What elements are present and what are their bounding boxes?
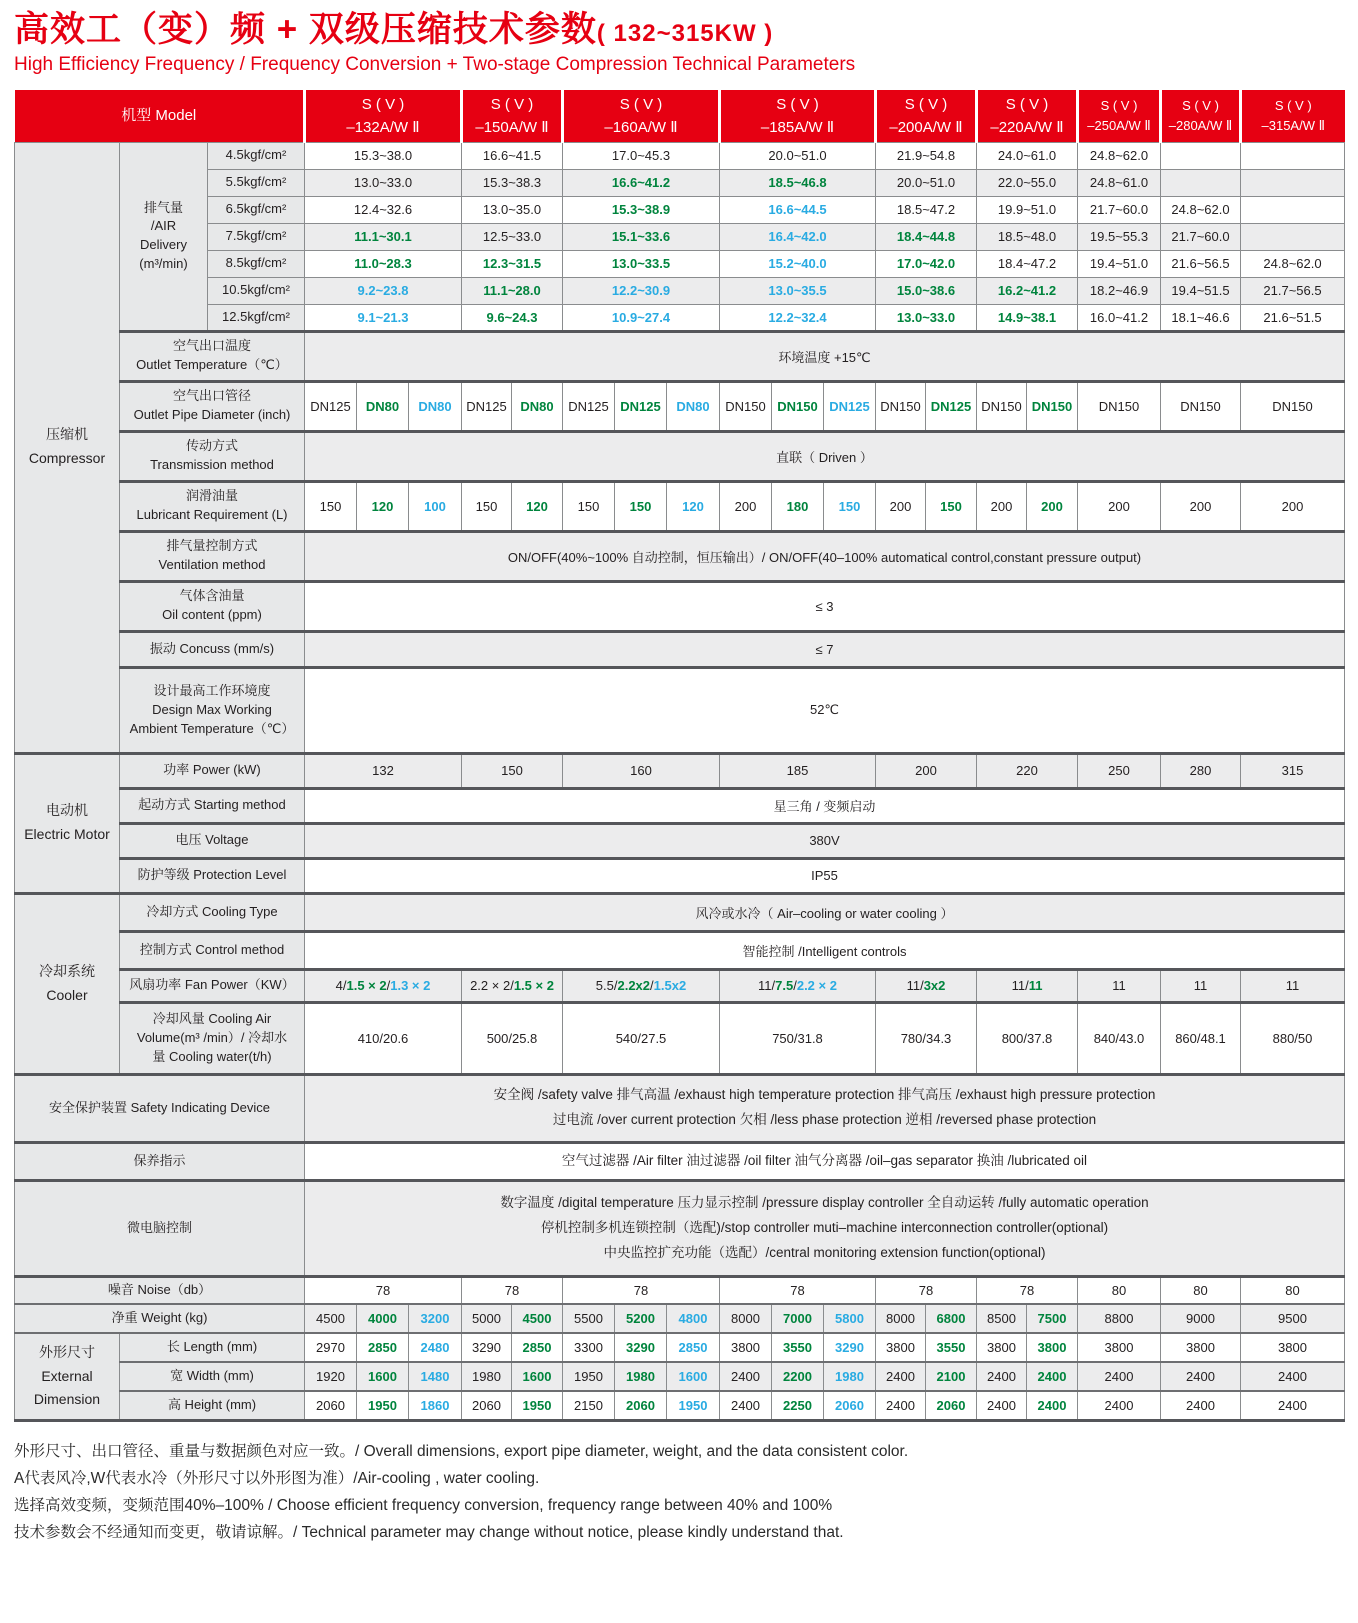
value-cell: 18.5~46.8 <box>720 169 876 196</box>
model-header-cell: S ( V ) –250A/W Ⅱ <box>1078 90 1161 142</box>
value-cell: DN125 <box>305 381 357 431</box>
value-cell: 8500 <box>977 1304 1027 1333</box>
value-cell: 2850 <box>667 1333 720 1362</box>
value-cell: 2480 <box>409 1333 462 1362</box>
value-cell: 185 <box>720 753 876 788</box>
value-cell: 3290 <box>824 1333 876 1362</box>
model-header-cell: S ( V ) –200A/W Ⅱ <box>876 90 977 142</box>
value-cell: 1950 <box>667 1391 720 1420</box>
value-cell: 18.5~47.2 <box>876 196 977 223</box>
value-cell: 9000 <box>1161 1304 1241 1333</box>
value-cell: 18.4~44.8 <box>876 223 977 250</box>
value-cell: 3290 <box>615 1333 667 1362</box>
value-cell: 11 <box>1078 969 1161 1002</box>
value-cell: 2060 <box>305 1391 357 1420</box>
value-cell: 410/20.6 <box>305 1002 462 1074</box>
value-cell: 15.1~33.6 <box>563 223 720 250</box>
value-cell: 2100 <box>926 1362 977 1391</box>
value-cell: 1600 <box>512 1362 563 1391</box>
value-cell: 2400 <box>1027 1391 1078 1420</box>
value-cell: 1600 <box>357 1362 409 1391</box>
value-cell: 150 <box>926 481 977 531</box>
value-cell: 2060 <box>462 1391 512 1420</box>
footer-notes <box>14 1438 1344 1547</box>
value-cell: 3800 <box>1027 1333 1078 1362</box>
value-cell: 19.5~55.3 <box>1078 223 1161 250</box>
value-cell: 200 <box>876 481 926 531</box>
value-cell: 9500 <box>1241 1304 1345 1333</box>
value-cell: 18.1~46.6 <box>1161 304 1241 331</box>
model-header-cell: S ( V ) –160A/W Ⅱ <box>563 90 720 142</box>
value-cell: DN150 <box>1161 381 1241 431</box>
value-cell: 11.0~28.3 <box>305 250 462 277</box>
value-cell: DN150 <box>720 381 772 431</box>
row-label: 净重 Weight (kg) <box>15 1304 305 1333</box>
value-cell: DN125 <box>563 381 615 431</box>
value-cell: 2400 <box>720 1362 772 1391</box>
value-cell: 24.8~61.0 <box>1078 169 1161 196</box>
value-cell: 4000 <box>357 1304 409 1333</box>
span-value-cell: 380V <box>305 823 1345 858</box>
value-cell: 13.0~35.0 <box>462 196 563 223</box>
group-label-compressor: 压缩机 Compressor <box>15 142 120 753</box>
model-header-cell: S ( V ) –132A/W Ⅱ <box>305 90 462 142</box>
value-cell: 21.9~54.8 <box>876 142 977 169</box>
value-cell: 19.4~51.0 <box>1078 250 1161 277</box>
value-cell: 16.4~42.0 <box>720 223 876 250</box>
page-subtitle: High Efficiency Frequency / Frequency Conversion + Two-stage Compression Technical Parameters <box>14 54 856 76</box>
value-cell: 3800 <box>876 1333 926 1362</box>
value-cell: 19.4~51.5 <box>1161 277 1241 304</box>
row-label: 传动方式 Transmission method <box>120 431 305 481</box>
value-cell: 80 <box>1241 1276 1345 1304</box>
span-value-cell: 星三角 / 变频启动 <box>305 788 1345 823</box>
value-cell: 5200 <box>615 1304 667 1333</box>
value-cell: 11/7.5/2.2 × 2 <box>720 969 876 1002</box>
value-cell: 500/25.8 <box>462 1002 563 1074</box>
row-label: 润滑油量 Lubricant Requirement (L) <box>120 481 305 531</box>
value-cell: 19.9~51.0 <box>977 196 1078 223</box>
value-cell: 8000 <box>876 1304 926 1333</box>
value-cell: 780/34.3 <box>876 1002 977 1074</box>
span-value-cell: IP55 <box>305 858 1345 893</box>
value-cell: 1980 <box>462 1362 512 1391</box>
value-cell: 200 <box>1078 481 1161 531</box>
row-label: 风扇功率 Fan Power（KW） <box>120 969 305 1002</box>
row-label: 安全保护装置 Safety Indicating Device <box>15 1074 305 1142</box>
value-cell: DN80 <box>512 381 563 431</box>
value-cell: 78 <box>563 1276 720 1304</box>
page-title-zh: 高效工（变）频 + 双级压缩技术参数 <box>14 10 597 49</box>
pressure-label: 12.5kgf/cm² <box>208 304 305 331</box>
footer-note: 外形尺寸、出口管径、重量与数据颜色对应一致。/ Overall dimensions, export pipe diameter, weight, and the data consistent color. <box>14 1442 909 1460</box>
group-label-dimension: 外形尺寸 External Dimension <box>15 1333 120 1420</box>
value-cell: 20.0~51.0 <box>720 142 876 169</box>
value-cell: 200 <box>1027 481 1078 531</box>
value-cell: 1920 <box>305 1362 357 1391</box>
value-cell: 132 <box>305 753 462 788</box>
value-cell: 8000 <box>720 1304 772 1333</box>
value-cell: 150 <box>462 481 512 531</box>
value-cell: 11.1~30.1 <box>305 223 462 250</box>
value-cell: 78 <box>720 1276 876 1304</box>
value-cell: 16.6~44.5 <box>720 196 876 223</box>
value-cell: 5800 <box>824 1304 876 1333</box>
value-cell: 2200 <box>772 1362 824 1391</box>
value-cell: 150 <box>615 481 667 531</box>
span-value-cell: 安全阀 /safety valve 排气高温 /exhaust high temperature protection 排气高压 /exhaust high pressure protection 过电流 /over current protection 欠相 /less phase protection 逆相 /reversed phase protection <box>305 1074 1345 1142</box>
span-value-cell: ON/OFF(40%~100% 自动控制，恒压输出）/ ON/OFF(40–100% automatical control,constant pressure output) <box>305 531 1345 581</box>
value-cell: DN150 <box>772 381 824 431</box>
value-cell: 750/31.8 <box>720 1002 876 1074</box>
row-label: 宽 Width (mm) <box>120 1362 305 1391</box>
value-cell: 12.4~32.6 <box>305 196 462 223</box>
value-cell: 220 <box>977 753 1078 788</box>
value-cell: 4500 <box>512 1304 563 1333</box>
row-label: 冷却方式 Cooling Type <box>120 893 305 931</box>
value-cell: 9.1~21.3 <box>305 304 462 331</box>
span-value-cell: 空气过滤器 /Air filter 油过滤器 /oil filter 油气分离器 /oil–gas separator 换油 /lubricated oil <box>305 1142 1345 1180</box>
value-cell: 200 <box>1241 481 1345 531</box>
value-cell: 3550 <box>772 1333 824 1362</box>
value-cell: 2250 <box>772 1391 824 1420</box>
span-value-cell: ≤ 3 <box>305 581 1345 631</box>
value-cell: 2150 <box>563 1391 615 1420</box>
value-cell: 120 <box>357 481 409 531</box>
value-cell: DN150 <box>977 381 1027 431</box>
value-cell: 2850 <box>357 1333 409 1362</box>
value-cell <box>1241 169 1345 196</box>
value-cell: 18.4~47.2 <box>977 250 1078 277</box>
value-cell: DN80 <box>357 381 409 431</box>
value-cell: DN80 <box>409 381 462 431</box>
model-label-cell: 机型 Model <box>15 90 305 142</box>
value-cell: 11/11 <box>977 969 1078 1002</box>
span-value-cell: 智能控制 /Intelligent controls <box>305 931 1345 969</box>
value-cell: 2970 <box>305 1333 357 1362</box>
value-cell <box>1241 142 1345 169</box>
footer-note: A代表风冷,W代表水冷（外形尺寸以外形图为准）/Air-cooling , water cooling. <box>14 1469 540 1487</box>
value-cell: 1980 <box>615 1362 667 1391</box>
value-cell: 11/3x2 <box>876 969 977 1002</box>
value-cell: 2400 <box>977 1391 1027 1420</box>
value-cell: 18.2~46.9 <box>1078 277 1161 304</box>
value-cell: 1600 <box>667 1362 720 1391</box>
value-cell: 2.2 × 2/1.5 × 2 <box>462 969 563 1002</box>
value-cell: 1950 <box>563 1362 615 1391</box>
row-label: 空气出口温度 Outlet Temperature（℃） <box>120 331 305 381</box>
value-cell: 1860 <box>409 1391 462 1420</box>
page-title <box>14 10 1344 50</box>
value-cell: 3200 <box>409 1304 462 1333</box>
value-cell: 3800 <box>1161 1333 1241 1362</box>
value-cell: 24.8~62.0 <box>1161 196 1241 223</box>
value-cell: 15.3~38.9 <box>563 196 720 223</box>
value-cell: 14.9~38.1 <box>977 304 1078 331</box>
value-cell: 150 <box>824 481 876 531</box>
value-cell: 11.1~28.0 <box>462 277 563 304</box>
value-cell: 12.2~32.4 <box>720 304 876 331</box>
value-cell: 800/37.8 <box>977 1002 1078 1074</box>
value-cell: 5500 <box>563 1304 615 1333</box>
footer-note: 技术参数会不经通知而变更，敬请谅解。/ Technical parameter may change without notice, please kindly understand that. <box>14 1524 844 1542</box>
value-cell: 2400 <box>1078 1391 1161 1420</box>
value-cell: 17.0~45.3 <box>563 142 720 169</box>
value-cell: 9.2~23.8 <box>305 277 462 304</box>
value-cell: 21.6~56.5 <box>1161 250 1241 277</box>
value-cell: 9.6~24.3 <box>462 304 563 331</box>
group-label-cooler: 冷却系统 Cooler <box>15 893 120 1074</box>
pressure-label: 10.5kgf/cm² <box>208 277 305 304</box>
row-label: 防护等级 Protection Level <box>120 858 305 893</box>
span-value-cell: ≤ 7 <box>305 631 1345 667</box>
value-cell: 15.2~40.0 <box>720 250 876 277</box>
model-header-cell: S ( V ) –150A/W Ⅱ <box>462 90 563 142</box>
value-cell: DN80 <box>667 381 720 431</box>
value-cell: 78 <box>876 1276 977 1304</box>
value-cell: 16.2~41.2 <box>977 277 1078 304</box>
value-cell: 12.3~31.5 <box>462 250 563 277</box>
page-title-kw-range: ( 132~315KW ) <box>596 20 774 47</box>
row-label: 高 Height (mm) <box>120 1391 305 1420</box>
value-cell: 2400 <box>1027 1362 1078 1391</box>
value-cell: 11 <box>1161 969 1241 1002</box>
model-header-cell: S ( V ) –280A/W Ⅱ <box>1161 90 1241 142</box>
value-cell: 22.0~55.0 <box>977 169 1078 196</box>
value-cell: 13.0~33.5 <box>563 250 720 277</box>
value-cell: 17.0~42.0 <box>876 250 977 277</box>
footer-note: 选择高效变频，变频范围40%–100% / Choose efficient frequency conversion, frequency range between 40% and 100% <box>14 1497 833 1514</box>
value-cell: 21.7~60.0 <box>1078 196 1161 223</box>
value-cell: 11 <box>1241 969 1345 1002</box>
value-cell: 3800 <box>1078 1333 1161 1362</box>
group-label-motor: 电动机 Electric Motor <box>15 753 120 893</box>
value-cell: 24.8~62.0 <box>1241 250 1345 277</box>
value-cell: 21.6~51.5 <box>1241 304 1345 331</box>
value-cell: 3290 <box>462 1333 512 1362</box>
value-cell: 3550 <box>926 1333 977 1362</box>
value-cell: 6800 <box>926 1304 977 1333</box>
value-cell: 78 <box>305 1276 462 1304</box>
value-cell: 3300 <box>563 1333 615 1362</box>
value-cell: 21.7~60.0 <box>1161 223 1241 250</box>
pressure-label: 4.5kgf/cm² <box>208 142 305 169</box>
value-cell: 16.0~41.2 <box>1078 304 1161 331</box>
value-cell: 1980 <box>824 1362 876 1391</box>
value-cell: 4800 <box>667 1304 720 1333</box>
value-cell: 2400 <box>720 1391 772 1420</box>
value-cell: 315 <box>1241 753 1345 788</box>
value-cell <box>1241 196 1345 223</box>
row-label: 功率 Power (kW) <box>120 753 305 788</box>
value-cell: 3800 <box>977 1333 1027 1362</box>
model-header-cell: S ( V ) –185A/W Ⅱ <box>720 90 876 142</box>
value-cell: 860/48.1 <box>1161 1002 1241 1074</box>
value-cell: 200 <box>1161 481 1241 531</box>
value-cell: 21.7~56.5 <box>1241 277 1345 304</box>
value-cell: 2400 <box>876 1391 926 1420</box>
value-cell <box>1241 223 1345 250</box>
value-cell: 1950 <box>357 1391 409 1420</box>
row-label-air-delivery: 排气量 /AIR Delivery (m³/min) <box>120 142 208 331</box>
pressure-label: 8.5kgf/cm² <box>208 250 305 277</box>
row-label: 振动 Concuss (mm/s) <box>120 631 305 667</box>
value-cell: 150 <box>462 753 563 788</box>
value-cell: DN125 <box>615 381 667 431</box>
value-cell: 3800 <box>1241 1333 1345 1362</box>
value-cell: 2400 <box>1161 1391 1241 1420</box>
value-cell: 2850 <box>512 1333 563 1362</box>
value-cell: 120 <box>667 481 720 531</box>
row-label: 微电脑控制 <box>15 1180 305 1276</box>
value-cell: 18.5~48.0 <box>977 223 1078 250</box>
value-cell <box>1161 142 1241 169</box>
value-cell: 200 <box>876 753 977 788</box>
row-label: 设计最高工作环境度 Design Max Working Ambient Temperature（℃） <box>120 667 305 753</box>
value-cell: DN150 <box>1078 381 1161 431</box>
span-value-cell: 风冷或水冷（ Air–cooling or water cooling ） <box>305 893 1345 931</box>
value-cell: 12.2~30.9 <box>563 277 720 304</box>
value-cell: 16.6~41.2 <box>563 169 720 196</box>
row-label: 噪音 Noise（db） <box>15 1276 305 1304</box>
pressure-label: 7.5kgf/cm² <box>208 223 305 250</box>
value-cell: 1950 <box>512 1391 563 1420</box>
row-label: 排气量控制方式 Ventilation method <box>120 531 305 581</box>
value-cell <box>1161 169 1241 196</box>
value-cell: 2400 <box>1161 1362 1241 1391</box>
value-cell: 78 <box>977 1276 1078 1304</box>
value-cell: 12.5~33.0 <box>462 223 563 250</box>
value-cell: 10.9~27.4 <box>563 304 720 331</box>
span-value-cell: 直联（ Driven ） <box>305 431 1345 481</box>
span-value-cell: 数字温度 /digital temperature 压力显示控制 /pressure display controller 全自动运转 /fully automatic operation 停机控制多机连锁控制（选配)/stop controller muti–machine interconnection controller(optional) 中央监控扩充功能（选配）/central monitoring extension function(optional) <box>305 1180 1345 1276</box>
value-cell: 13.0~33.0 <box>876 304 977 331</box>
value-cell: DN125 <box>462 381 512 431</box>
value-cell: 2400 <box>876 1362 926 1391</box>
value-cell: 180 <box>772 481 824 531</box>
span-value-cell: 52℃ <box>305 667 1345 753</box>
value-cell: 2060 <box>615 1391 667 1420</box>
row-label: 长 Length (mm) <box>120 1333 305 1362</box>
span-value-cell: 环境温度 +15℃ <box>305 331 1345 381</box>
value-cell: 78 <box>462 1276 563 1304</box>
value-cell: 20.0~51.0 <box>876 169 977 196</box>
value-cell: 15.0~38.6 <box>876 277 977 304</box>
value-cell: 5000 <box>462 1304 512 1333</box>
row-label: 起动方式 Starting method <box>120 788 305 823</box>
model-header-cell: S ( V ) –315A/W Ⅱ <box>1241 90 1345 142</box>
value-cell: 16.6~41.5 <box>462 142 563 169</box>
model-header-cell: S ( V ) –220A/W Ⅱ <box>977 90 1078 142</box>
value-cell: 15.3~38.3 <box>462 169 563 196</box>
pressure-label: 5.5kgf/cm² <box>208 169 305 196</box>
value-cell: DN125 <box>926 381 977 431</box>
value-cell: 160 <box>563 753 720 788</box>
value-cell: 2400 <box>1241 1391 1345 1420</box>
value-cell: 250 <box>1078 753 1161 788</box>
value-cell: 2060 <box>824 1391 876 1420</box>
row-label: 控制方式 Control method <box>120 931 305 969</box>
row-label: 电压 Voltage <box>120 823 305 858</box>
value-cell: 15.3~38.0 <box>305 142 462 169</box>
parameters-table <box>14 90 1345 1422</box>
value-cell: DN150 <box>1027 381 1078 431</box>
row-label: 空气出口管径 Outlet Pipe Diameter (inch) <box>120 381 305 431</box>
value-cell: 13.0~33.0 <box>305 169 462 196</box>
value-cell: 80 <box>1161 1276 1241 1304</box>
value-cell: 120 <box>512 481 563 531</box>
value-cell: 200 <box>720 481 772 531</box>
row-label: 冷却风量 Cooling Air Volume(m³ /min）/ 冷却水 量 Cooling water(t/h) <box>120 1002 305 1074</box>
value-cell: 540/27.5 <box>563 1002 720 1074</box>
value-cell: 24.0~61.0 <box>977 142 1078 169</box>
value-cell: 13.0~35.5 <box>720 277 876 304</box>
value-cell: 150 <box>563 481 615 531</box>
value-cell: 880/50 <box>1241 1002 1345 1074</box>
value-cell: 4500 <box>305 1304 357 1333</box>
row-label: 气体含油量 Oil content (ppm) <box>120 581 305 631</box>
value-cell: 150 <box>305 481 357 531</box>
value-cell: 4/1.5 × 2/1.3 × 2 <box>305 969 462 1002</box>
value-cell: 280 <box>1161 753 1241 788</box>
row-label: 保养指示 <box>15 1142 305 1180</box>
value-cell: 2400 <box>977 1362 1027 1391</box>
value-cell: DN150 <box>1241 381 1345 431</box>
value-cell: 200 <box>977 481 1027 531</box>
value-cell: 2060 <box>926 1391 977 1420</box>
pressure-label: 6.5kgf/cm² <box>208 196 305 223</box>
value-cell: 840/43.0 <box>1078 1002 1161 1074</box>
value-cell: 8800 <box>1078 1304 1161 1333</box>
value-cell: 5.5/2.2x2/1.5x2 <box>563 969 720 1002</box>
value-cell: 100 <box>409 481 462 531</box>
value-cell: 1480 <box>409 1362 462 1391</box>
value-cell: DN150 <box>876 381 926 431</box>
value-cell: 3800 <box>720 1333 772 1362</box>
value-cell: 80 <box>1078 1276 1161 1304</box>
value-cell: 24.8~62.0 <box>1078 142 1161 169</box>
value-cell: 2400 <box>1241 1362 1345 1391</box>
value-cell: 7500 <box>1027 1304 1078 1333</box>
value-cell: 2400 <box>1078 1362 1161 1391</box>
value-cell: DN125 <box>824 381 876 431</box>
value-cell: 7000 <box>772 1304 824 1333</box>
